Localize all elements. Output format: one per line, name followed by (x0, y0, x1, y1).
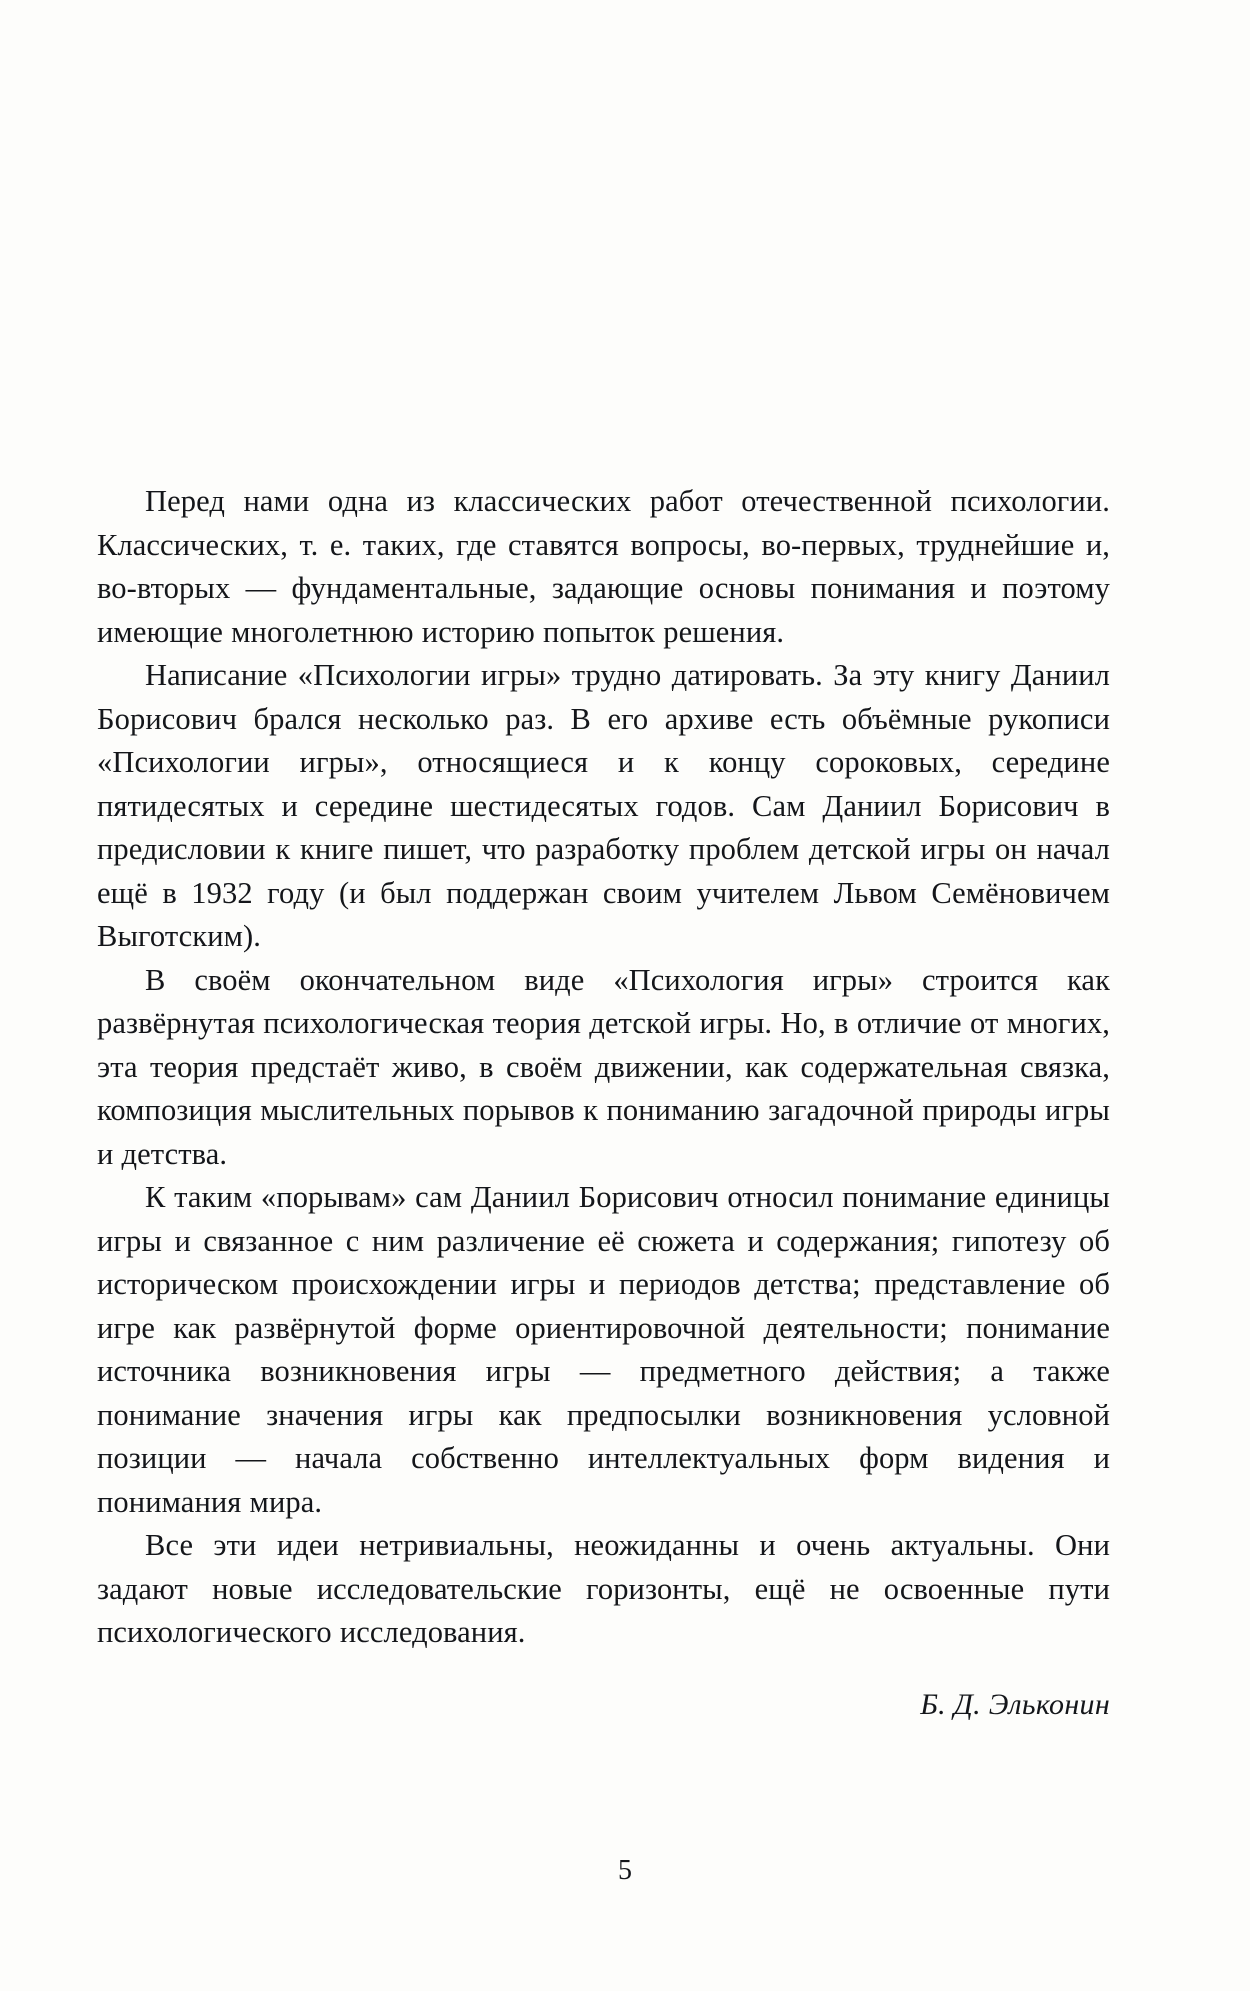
paragraph: Перед нами одна из классических работ отечественной психологии. Классических, т. е. таких, где ставятся вопросы, во-первых, труднейшие и, во-вторых — фундаментальные, задающие основы понимания и поэтому имеющие многолетнюю историю попыток решения. (97, 484, 1110, 649)
paragraph: К таким «порывам» сам Даниил Борисович относил понимание единицы игры и связанное с ним различение её сюжета и содержания; гипотезу об историческом происхождении игры и периодов детства; представление об игре как развёрнутой форме ориентировочной деятельности; понимание источника возникновения игры — предметного действия; а также понимание значения игры как предпосылки возникновения условной позиции — начала собственно интеллектуальных форм видения и понимания мира. (97, 1180, 1110, 1519)
page-number: 5 (618, 1855, 632, 1886)
paragraph: В своём окончательном виде «Психология игры» строится как развёрнутая психологическая теория детской игры. Но, в отличие от многих, эта теория предстаёт живо, в своём движении, как содержательная связка, композиция мыслительных порывов к пониманию загадочной природы игры и детства. (97, 962, 1110, 1171)
body-text (97, 480, 1110, 1655)
paragraph: Написание «Психологии игры» трудно датировать. За эту книгу Даниил Борисович брался несколько раз. В его архиве есть объёмные рукописи «Психологии игры», относящиеся и к концу сороковых, середине пятидесятых и середине шестидесятых годов. Сам Даниил Борисович в предисловии к книге пишет, что разработку проблем детской игры он начал ещё в 1932 году (и был поддержан своим учителем Львом Семёновичем Выготским). (97, 658, 1110, 953)
paragraph: Все эти идеи нетривиальны, неожиданны и очень актуальны. Они задают новые исследовательские горизонты, ещё не освоенные пути психологического исследования. (97, 1528, 1110, 1649)
author-signature: Б. Д. Эльконин (920, 1688, 1110, 1721)
